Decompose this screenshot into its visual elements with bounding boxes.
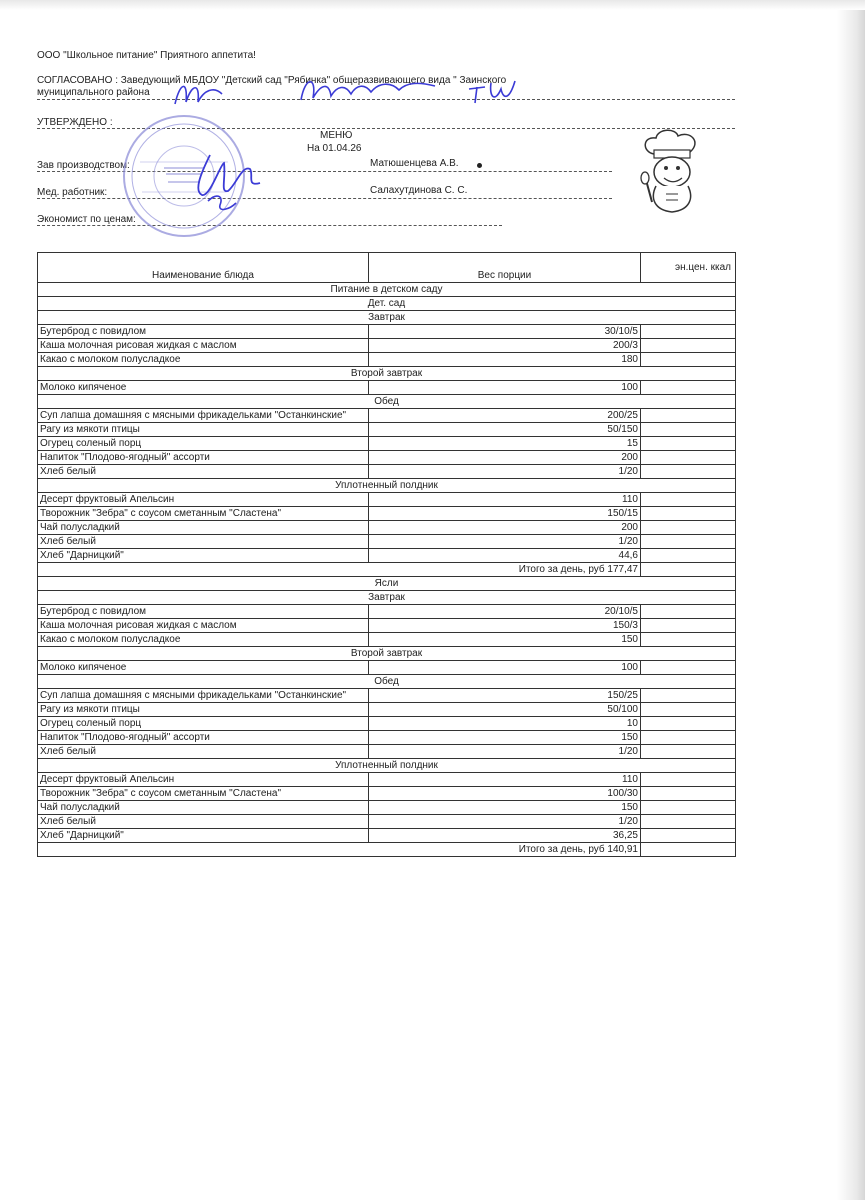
dish-name: Хлеб белый [38,815,369,829]
table-row [38,381,736,395]
table-row [38,549,736,563]
dish-name: Творожник "Зебра" с соусом сметанным "Сластена" [38,787,369,801]
portion-weight: 1/20 [369,535,641,549]
portion-weight: 200/25 [369,409,641,423]
table-row [38,731,736,745]
table-row [38,661,736,675]
energy-kcal [641,731,736,745]
dish-name: Чай полусладкий [38,521,369,535]
dish-name: Хлеб белый [38,745,369,759]
section-title: Второй завтрак [38,367,736,381]
dish-name: Бутерброд с повидлом [38,325,369,339]
energy-kcal [641,549,736,563]
section-title: Дет. сад [38,297,736,311]
dish-name: Каша молочная рисовая жидкая с маслом [38,339,369,353]
confirmed-label: УТВЕРЖДЕНО : [37,117,113,128]
menu-title: МЕНЮ [320,130,353,141]
energy-kcal [641,801,736,815]
portion-weight: 50/100 [369,703,641,717]
section-row [38,395,736,409]
section-title: Обед [38,675,736,689]
table-row [38,633,736,647]
dish-name: Какао с молоком полусладкое [38,633,369,647]
portion-weight: 10 [369,717,641,731]
section-row [38,577,736,591]
portion-weight: 1/20 [369,745,641,759]
portion-weight: 36,25 [369,829,641,843]
section-row [38,283,736,297]
table-row [38,689,736,703]
dish-name: Напиток "Плодово-ягодный" ассорти [38,731,369,745]
section-row [38,479,736,493]
section-title: Завтрак [38,311,736,325]
section-title: Завтрак [38,591,736,605]
dish-name: Десерт фруктовый Апельсин [38,493,369,507]
energy-kcal-header: эн.цен. ккал [641,253,736,283]
menu-table [37,252,736,857]
table-row [38,703,736,717]
portion-weight: 50/150 [369,423,641,437]
dish-name: Суп лапша домашняя с мясными фрикадельками "Останкинские" [38,689,369,703]
day-total: Итого за день, руб 140,91 [38,843,641,857]
portion-weight: 100/30 [369,787,641,801]
energy-kcal [641,787,736,801]
dish-name: Каша молочная рисовая жидкая с маслом [38,619,369,633]
portion-weight: 200/3 [369,339,641,353]
table-row [38,451,736,465]
dish-name: Хлеб белый [38,465,369,479]
bullet-dot [477,163,482,168]
energy-kcal [641,353,736,367]
section-row [38,311,736,325]
portion-weight: 180 [369,353,641,367]
dish-name: Бутерброд с повидлом [38,605,369,619]
portion-weight: 150 [369,731,641,745]
table-row [38,437,736,451]
section-title: Уплотненный полдник [38,479,736,493]
table-row [38,423,736,437]
approved-line: СОГЛАСОВАНО : Заведующий МБДОУ "Детский сад "Рябинка" общеразвивающего вида " Заинского [37,75,507,86]
table-row [38,339,736,353]
energy-kcal [641,703,736,717]
section-row [38,647,736,661]
section-row [38,675,736,689]
signature-1-icon [170,72,230,112]
section-title: Уплотненный полдник [38,759,736,773]
menu-table-body [38,283,736,857]
energy-kcal [641,661,736,675]
portion-weight: 20/10/5 [369,605,641,619]
energy-kcal [641,325,736,339]
dish-name: Чай полусладкий [38,801,369,815]
table-row [38,815,736,829]
table-row [38,801,736,815]
energy-kcal [641,717,736,731]
section-row [38,759,736,773]
dish-name: Хлеб "Дарницкий" [38,829,369,843]
scan-top-shadow [0,0,865,10]
dish-name: Какао с молоком полусладкое [38,353,369,367]
approved-line-2: муниципального района [37,87,150,98]
portion-weight: 110 [369,493,641,507]
table-row [38,353,736,367]
energy-kcal [641,507,736,521]
portion-weight: 200 [369,521,641,535]
energy-kcal [641,381,736,395]
portion-weight: 100 [369,661,641,675]
energy-kcal [641,493,736,507]
economist-underline [37,225,502,226]
production-label: Зав производством: [37,160,130,171]
dish-name: Хлеб белый [38,535,369,549]
section-row [38,367,736,381]
portion-weight: 150/25 [369,689,641,703]
dish-name: Молоко кипяченое [38,661,369,675]
table-row [38,619,736,633]
dish-name: Рагу из мякоти птицы [38,423,369,437]
dish-name: Рагу из мякоти птицы [38,703,369,717]
table-row [38,717,736,731]
production-name: Матюшенцева А.В. [370,158,459,169]
day-total: Итого за день, руб 177,47 [38,563,641,577]
energy-kcal [641,605,736,619]
energy-kcal [641,339,736,353]
portion-weight: 110 [369,773,641,787]
total-kcal-cell [641,843,736,857]
dish-name: Десерт фруктовый Апельсин [38,773,369,787]
portion-weight: 1/20 [369,465,641,479]
dish-name: Огурец соленый порц [38,717,369,731]
section-title: Ясли [38,577,736,591]
energy-kcal [641,689,736,703]
energy-kcal [641,829,736,843]
total-row [38,563,736,577]
energy-kcal [641,437,736,451]
energy-kcal [641,409,736,423]
dish-name: Молоко кипяченое [38,381,369,395]
energy-kcal [641,465,736,479]
medic-label: Мед. работник: [37,187,108,198]
portion-weight: 1/20 [369,815,641,829]
dish-name: Суп лапша домашняя с мясными фрикадельками "Останкинские" [38,409,369,423]
table-row [38,773,736,787]
signature-2-icon [295,70,440,108]
table-row [38,507,736,521]
portion-weight: 200 [369,451,641,465]
energy-kcal [641,521,736,535]
dish-name-header: Наименование блюда [38,253,369,283]
portion-weight: 100 [369,381,641,395]
portion-weight: 150 [369,801,641,815]
table-row [38,787,736,801]
energy-kcal [641,633,736,647]
portion-weight: 150/3 [369,619,641,633]
chef-mascot-icon [636,128,706,214]
table-row [38,465,736,479]
menu-date: На 01.04.26 [307,143,362,154]
section-title: Второй завтрак [38,647,736,661]
table-row [38,409,736,423]
section-row [38,591,736,605]
portion-weight: 15 [369,437,641,451]
energy-kcal [641,535,736,549]
scan-edge-shadow [837,0,865,1200]
energy-kcal [641,815,736,829]
portion-weight: 44,6 [369,549,641,563]
table-row [38,745,736,759]
section-title: Питание в детском саду [38,283,736,297]
table-row [38,535,736,549]
energy-kcal [641,745,736,759]
portion-weight: 150/15 [369,507,641,521]
dish-name: Напиток "Плодово-ягодный" ассорти [38,451,369,465]
dish-name: Огурец соленый порц [38,437,369,451]
table-row [38,829,736,843]
economist-label: Экономист по ценам: [37,214,136,225]
section-title: Обед [38,395,736,409]
total-kcal-cell [641,563,736,577]
table-row [38,325,736,339]
section-row [38,297,736,311]
energy-kcal [641,451,736,465]
total-row [38,843,736,857]
portion-weight: 30/10/5 [369,325,641,339]
medic-name: Салахутдинова С. С. [370,185,468,196]
company-line: ООО "Школьное питание" Приятного аппетита! [37,50,256,61]
signature-3-icon [465,75,520,107]
portion-weight: 150 [369,633,641,647]
table-header-row [38,253,736,283]
dish-name: Творожник "Зебра" с соусом сметанным "Сластена" [38,507,369,521]
table-row [38,493,736,507]
signature-4-icon [180,135,270,215]
table-row [38,605,736,619]
energy-kcal [641,423,736,437]
energy-kcal [641,619,736,633]
dish-name: Хлеб "Дарницкий" [38,549,369,563]
table-row [38,521,736,535]
energy-kcal [641,773,736,787]
portion-weight-header: Вес порции [369,253,641,283]
